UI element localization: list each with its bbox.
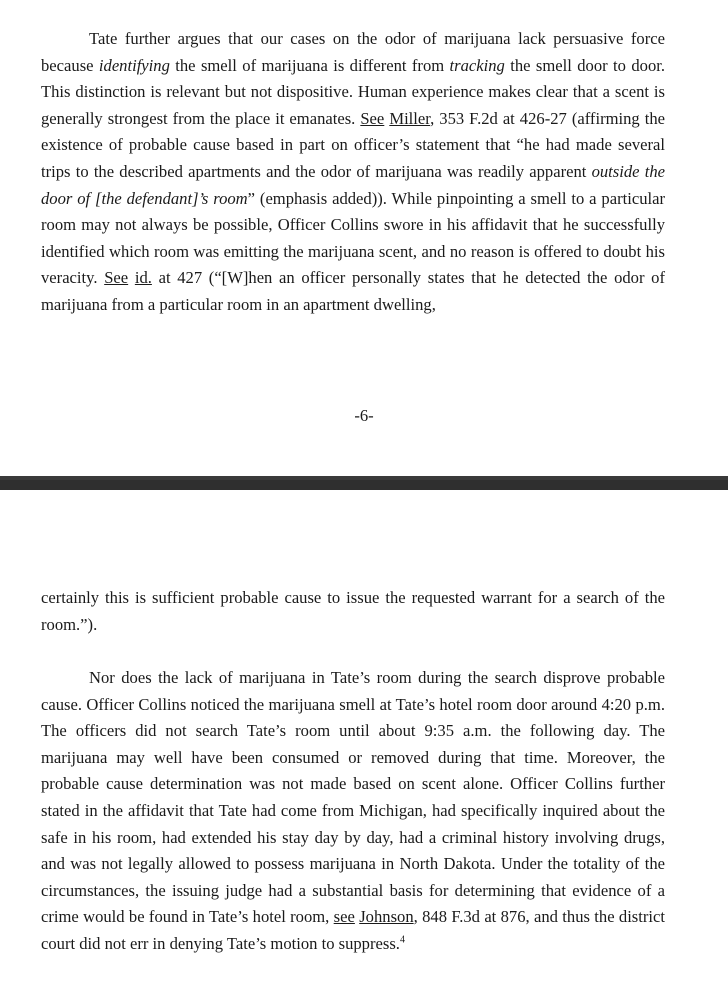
page-seven bbox=[0, 490, 728, 1002]
citation-id: id. bbox=[134, 268, 152, 288]
paragraph-continuation: certainly this is sufficient probable cause to issue the requested warrant for a search of the room.”). bbox=[41, 588, 665, 634]
text-run: the smell door to door. This distinction is relevant but not dispositive. Human experience makes clear that a scent is generally strongest from the place it emanates. bbox=[41, 55, 665, 128]
space bbox=[128, 268, 135, 287]
emphasis-tracking: tracking bbox=[449, 55, 505, 75]
text-run: ” (emphasis added)). While pinpointing a smell to a particular room may not always be possible, Officer Collins swore in his affidavit that he successfully identified which room was emitting the marijuana scent, and no reason is offered to doubt his veracity. bbox=[41, 188, 665, 288]
signal-see: See bbox=[360, 108, 385, 128]
text-run: Nor does the lack of marijuana in Tate’s room during the search disprove probable cause. Officer Collins noticed the marijuana smell at Tate’s hotel room door around 4:20 p.m. The officers did not search Tate’s room until about 9:35 a.m. the following day. The marijuana may well have been consumed or removed during that time. Moreover, the probable cause determination was not made based on scent alone. Officer Collins further stated in the affidavit that Tate had come from Michigan, had specifically inquired about the safe in his room, had extended his stay day by day, had a criminal history involving drugs, and was not legally allowed to possess marijuana in North Dakota. Under the totality of the circumstances, the issuing judge had a substantial basis for determining that evidence of a crime would be found in Tate’s hotel room, bbox=[41, 668, 665, 927]
signal-see: see bbox=[333, 907, 355, 927]
page-six bbox=[0, 0, 728, 476]
footnote-marker[interactable]: 4 bbox=[399, 934, 405, 946]
page-separator bbox=[0, 476, 728, 490]
signal-see: See bbox=[104, 268, 129, 288]
case-name-johnson: Johnson bbox=[359, 907, 414, 927]
text-run: Tate further argues that our cases on the odor of marijuana lack persuasive force because bbox=[41, 29, 665, 75]
paragraph-probable-cause bbox=[41, 665, 665, 958]
text-run: at 427 (“[W]hen an officer personally states that he detected the odor of marijuana from a particular room in an apartment dwelling, bbox=[41, 268, 665, 314]
text-run: the smell of marijuana is different from bbox=[169, 55, 450, 75]
quoted-emphasis: outside the door of [the defendant]’s room bbox=[41, 161, 665, 208]
page-number: -6- bbox=[354, 406, 374, 425]
text-run: , 353 F.2d at 426-27 (affirming the existence of probable cause based in part on officer’s statement that “he had made several trips to the described apartments and the odor of marijuana was readily apparent bbox=[41, 108, 665, 181]
case-name-miller: Miller bbox=[389, 108, 431, 128]
paragraph-odor-argument bbox=[41, 26, 665, 319]
text-run: , 848 F.3d at 876, and thus the district court did not err in denying Tate’s motion to suppress. bbox=[41, 907, 665, 953]
emphasis-identifying: identifying bbox=[98, 55, 170, 75]
